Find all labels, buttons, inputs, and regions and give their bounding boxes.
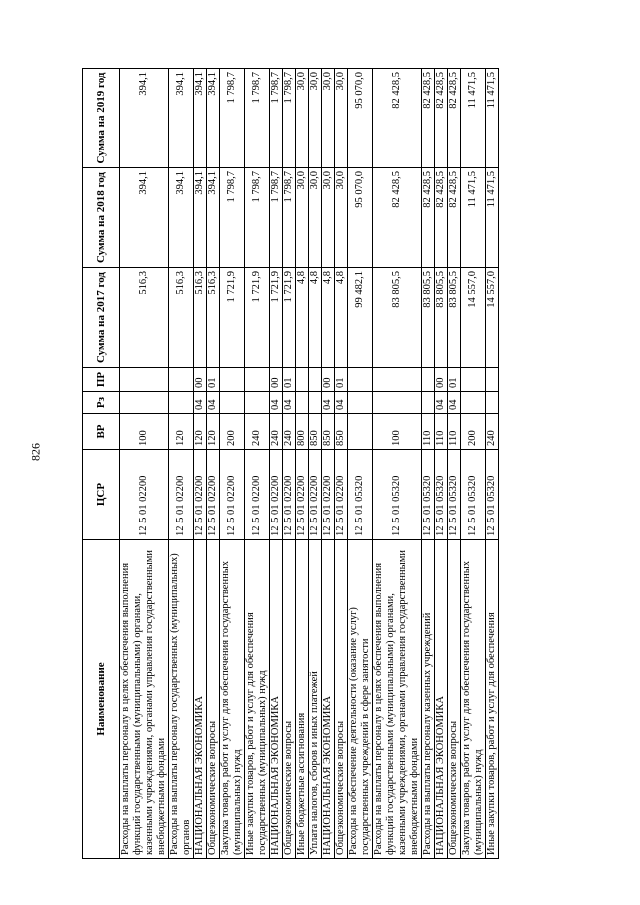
row-pr	[422, 368, 435, 392]
row-vr: 100	[120, 414, 169, 450]
row-sum-2018: 394,1	[120, 168, 169, 268]
row-rz: 04	[283, 392, 296, 414]
page-number: 826	[28, 443, 43, 461]
row-sum-2019: 394,1	[120, 69, 169, 168]
row-csr: 12 5 01 02200	[335, 450, 348, 540]
row-sum-2018: 30,0	[322, 168, 335, 268]
table-row	[448, 69, 461, 859]
header-sum-2018: Сумма на 2018 год	[83, 168, 120, 268]
row-rz: 04	[448, 392, 461, 414]
row-sum-2019: 1 798,7	[270, 69, 283, 168]
row-csr: 12 5 01 05320	[435, 450, 448, 540]
row-csr: 12 5 01 05320	[486, 450, 499, 540]
row-sum-2019: 394,1	[169, 69, 194, 168]
row-name: Уплата налогов, сборов и иных платежей	[309, 540, 322, 859]
row-pr	[373, 368, 422, 392]
row-name: Расходы на выплаты персоналу в целях обеспечения выполнения функций государственными (муниципальными) органами, казенными учреждениями, органами управления государственными внебюджетными фондами	[373, 540, 422, 859]
header-pr: ПР	[83, 368, 120, 392]
row-sum-2019: 30,0	[322, 69, 335, 168]
row-rz: 04	[270, 392, 283, 414]
row-vr: 120	[169, 414, 194, 450]
row-sum-2018: 82 428,5	[448, 168, 461, 268]
row-sum-2018: 82 428,5	[422, 168, 435, 268]
table-header-row	[83, 69, 120, 859]
table-row	[270, 69, 283, 859]
header-name: Наименование	[83, 540, 120, 859]
row-vr: 110	[448, 414, 461, 450]
row-rz	[309, 392, 322, 414]
row-vr: 120	[194, 414, 207, 450]
row-vr: 240	[270, 414, 283, 450]
row-csr: 12 5 01 02200	[270, 450, 283, 540]
row-name: Общеэкономические вопросы	[448, 540, 461, 859]
row-sum-2018: 30,0	[309, 168, 322, 268]
budget-table	[82, 68, 499, 859]
row-csr: 12 5 01 02200	[296, 450, 309, 540]
row-pr: 01	[283, 368, 296, 392]
row-rz: 04	[194, 392, 207, 414]
row-rz	[461, 392, 486, 414]
table-row	[335, 69, 348, 859]
row-name: Иные бюджетные ассигнования	[296, 540, 309, 859]
row-pr	[120, 368, 169, 392]
row-vr: 240	[245, 414, 270, 450]
row-rz	[245, 392, 270, 414]
row-sum-2017: 1 721,9	[270, 268, 283, 368]
header-sum-2017: Сумма на 2017 год	[83, 268, 120, 368]
row-csr: 12 5 01 05320	[461, 450, 486, 540]
row-sum-2017: 1 721,9	[283, 268, 296, 368]
row-pr: 00	[322, 368, 335, 392]
row-sum-2017: 516,3	[194, 268, 207, 368]
row-pr: 00	[435, 368, 448, 392]
table-row	[169, 69, 194, 859]
row-vr: 200	[461, 414, 486, 450]
row-pr	[486, 368, 499, 392]
row-rz	[220, 392, 245, 414]
row-name: Расходы на выплаты персоналу государственных (муниципальных) органов	[169, 540, 194, 859]
row-sum-2017: 83 805,5	[435, 268, 448, 368]
row-name: Иные закупки товаров, работ и услуг для обеспечения	[486, 540, 499, 859]
table-row	[120, 69, 169, 859]
row-rz: 04	[435, 392, 448, 414]
table-row	[322, 69, 335, 859]
row-name: НАЦИОНАЛЬНАЯ ЭКОНОМИКА	[194, 540, 207, 859]
row-pr	[309, 368, 322, 392]
table-row	[373, 69, 422, 859]
row-pr: 01	[207, 368, 220, 392]
row-sum-2019: 30,0	[309, 69, 322, 168]
table-row	[309, 69, 322, 859]
row-csr: 12 5 01 02200	[169, 450, 194, 540]
row-vr: 110	[422, 414, 435, 450]
row-rz: 04	[322, 392, 335, 414]
row-sum-2017: 83 805,5	[422, 268, 435, 368]
row-sum-2017: 4,8	[309, 268, 322, 368]
row-sum-2018: 394,1	[169, 168, 194, 268]
row-name: Расходы на выплаты персоналу казенных учреждений	[422, 540, 435, 859]
row-pr	[461, 368, 486, 392]
row-sum-2019: 1 798,7	[220, 69, 245, 168]
row-name: НАЦИОНАЛЬНАЯ ЭКОНОМИКА	[435, 540, 448, 859]
table-row	[435, 69, 448, 859]
row-pr: 00	[194, 368, 207, 392]
row-rz	[169, 392, 194, 414]
table-row	[461, 69, 486, 859]
row-rz: 04	[207, 392, 220, 414]
row-pr: 01	[448, 368, 461, 392]
row-vr: 240	[283, 414, 296, 450]
row-pr: 00	[270, 368, 283, 392]
row-sum-2019: 1 798,7	[245, 69, 270, 168]
table-row	[207, 69, 220, 859]
rotated-page-content	[82, 69, 499, 859]
row-sum-2017: 516,3	[207, 268, 220, 368]
row-rz	[120, 392, 169, 414]
row-csr: 12 5 01 05320	[348, 450, 373, 540]
row-vr	[348, 414, 373, 450]
row-csr: 12 5 01 02200	[220, 450, 245, 540]
row-vr: 850	[309, 414, 322, 450]
table-row	[220, 69, 245, 859]
table-row	[283, 69, 296, 859]
row-sum-2018: 394,1	[194, 168, 207, 268]
row-sum-2018: 1 798,7	[245, 168, 270, 268]
row-name: Общеэкономические вопросы	[283, 540, 296, 859]
row-csr: 12 5 01 02200	[283, 450, 296, 540]
row-pr	[348, 368, 373, 392]
row-csr: 12 5 01 05320	[373, 450, 422, 540]
row-sum-2019: 11 471,5	[486, 69, 499, 168]
row-sum-2017: 4,8	[322, 268, 335, 368]
row-csr: 12 5 01 02200	[245, 450, 270, 540]
table-row	[422, 69, 435, 859]
row-sum-2019: 1 798,7	[283, 69, 296, 168]
row-vr: 100	[373, 414, 422, 450]
table-row	[348, 69, 373, 859]
table-body	[120, 69, 499, 859]
row-sum-2018: 82 428,5	[373, 168, 422, 268]
row-sum-2017: 83 805,5	[373, 268, 422, 368]
row-csr: 12 5 01 05320	[422, 450, 435, 540]
row-sum-2019: 82 428,5	[373, 69, 422, 168]
row-rz	[296, 392, 309, 414]
row-sum-2017: 1 721,9	[220, 268, 245, 368]
row-sum-2018: 1 798,7	[270, 168, 283, 268]
row-pr	[169, 368, 194, 392]
row-name: Закупка товаров, работ и услуг для обеспечения государственных (муниципальных) нужд	[461, 540, 486, 859]
row-pr	[245, 368, 270, 392]
row-sum-2018: 11 471,5	[461, 168, 486, 268]
row-sum-2017: 14 557,0	[461, 268, 486, 368]
row-sum-2019: 82 428,5	[435, 69, 448, 168]
row-rz	[422, 392, 435, 414]
table-row	[194, 69, 207, 859]
row-sum-2017: 516,3	[120, 268, 169, 368]
row-sum-2019: 30,0	[335, 69, 348, 168]
row-sum-2017: 14 557,0	[486, 268, 499, 368]
row-csr: 12 5 01 02200	[120, 450, 169, 540]
row-name: Расходы на обеспечение деятельности (оказание услуг) государственных учреждений в сфере занятости	[348, 540, 373, 859]
row-name: НАЦИОНАЛЬНАЯ ЭКОНОМИКА	[322, 540, 335, 859]
row-sum-2017: 516,3	[169, 268, 194, 368]
row-name: НАЦИОНАЛЬНАЯ ЭКОНОМИКА	[270, 540, 283, 859]
header-sum-2019: Сумма на 2019 год	[83, 69, 120, 168]
row-sum-2018: 30,0	[335, 168, 348, 268]
row-sum-2018: 1 798,7	[283, 168, 296, 268]
row-sum-2018: 394,1	[207, 168, 220, 268]
row-vr: 110	[435, 414, 448, 450]
row-rz	[373, 392, 422, 414]
row-rz	[348, 392, 373, 414]
row-sum-2018: 82 428,5	[435, 168, 448, 268]
header-vr: ВР	[83, 414, 120, 450]
row-sum-2019: 82 428,5	[448, 69, 461, 168]
row-sum-2017: 1 721,9	[245, 268, 270, 368]
header-csr: ЦСР	[83, 450, 120, 540]
row-vr: 120	[207, 414, 220, 450]
row-vr: 240	[486, 414, 499, 450]
row-vr: 850	[335, 414, 348, 450]
table-row	[296, 69, 309, 859]
row-name: Расходы на выплаты персоналу в целях обеспечения выполнения функций государственными (муниципальными) органами, казенными учреждениями, органами управления государственными внебюджетными фондами	[120, 540, 169, 859]
row-sum-2018: 30,0	[296, 168, 309, 268]
row-sum-2017: 83 805,5	[448, 268, 461, 368]
row-sum-2018: 11 471,5	[486, 168, 499, 268]
row-csr: 12 5 01 02200	[309, 450, 322, 540]
row-vr: 850	[322, 414, 335, 450]
row-vr: 800	[296, 414, 309, 450]
table-row	[245, 69, 270, 859]
row-sum-2019: 11 471,5	[461, 69, 486, 168]
row-sum-2019: 394,1	[194, 69, 207, 168]
row-sum-2018: 1 798,7	[220, 168, 245, 268]
row-csr: 12 5 01 02200	[207, 450, 220, 540]
row-csr: 12 5 01 05320	[448, 450, 461, 540]
table-row	[486, 69, 499, 859]
row-csr: 12 5 01 02200	[194, 450, 207, 540]
row-sum-2019: 394,1	[207, 69, 220, 168]
row-pr	[220, 368, 245, 392]
row-sum-2017: 4,8	[335, 268, 348, 368]
row-pr	[296, 368, 309, 392]
row-sum-2017: 4,8	[296, 268, 309, 368]
row-sum-2019: 95 070,0	[348, 69, 373, 168]
row-name: Иные закупки товаров, работ и услуг для обеспечения государственных (муниципальных) нужд	[245, 540, 270, 859]
row-name: Общеэкономические вопросы	[207, 540, 220, 859]
row-csr: 12 5 01 02200	[322, 450, 335, 540]
row-sum-2018: 95 070,0	[348, 168, 373, 268]
row-sum-2017: 99 482,1	[348, 268, 373, 368]
row-vr: 200	[220, 414, 245, 450]
row-sum-2019: 30,0	[296, 69, 309, 168]
row-sum-2019: 82 428,5	[422, 69, 435, 168]
header-rz: Рз	[83, 392, 120, 414]
row-name: Закупка товаров, работ и услуг для обеспечения государственных (муниципальных) нужд	[220, 540, 245, 859]
row-pr: 01	[335, 368, 348, 392]
row-name: Общеэкономические вопросы	[335, 540, 348, 859]
row-rz	[486, 392, 499, 414]
row-rz: 04	[335, 392, 348, 414]
